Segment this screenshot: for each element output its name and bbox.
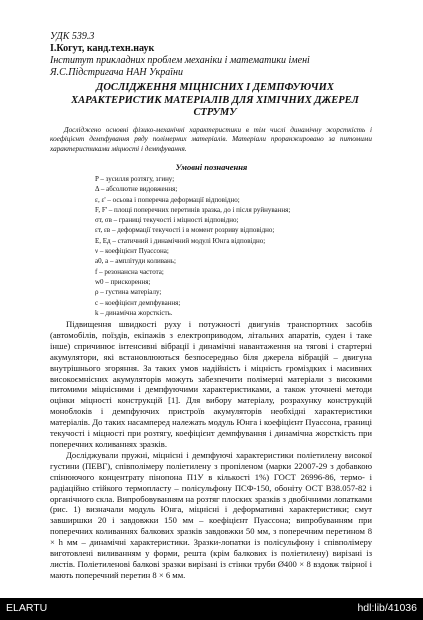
abstract: Досліджено основні фізико-механічні характеристики в тім числі динамічну жорсткість і коефіцієнт демпфування ряду полімерних матеріалів. Матеріали проранжировано за питомими характеристиками міцності і демпфування. xyxy=(50,126,372,153)
notation-item: P – зусилля розтягу, згину; xyxy=(95,175,175,183)
notation-item: a0, a – амплітуди коливань; xyxy=(95,257,176,266)
notation-item: F, F' – площі поперечних перетинів зразка, до і після руйнування; xyxy=(95,205,291,214)
body-paragraph: Підвищення швидкості руху і потужності двигунів транспортних засобів (автомобілів, поїздів, екіпажів з електроприводом, літальних апаратів, суден і таке інше) спричинює інтенсивні вібрації і динамічні навантаження на тягові і стартерні акумулятори, які встановлюються безпосередньо біля джерела вібрацій – двигуна внутрішнього згоряння. За таких умов надійність і міцність громіздких і масивних високоємнісних акумуляторів можуть забезпечити полімерні матеріали з високими питомими міцнісними і демпфуючими характеристиками, а також уточнені методи оцінки міцності конструкцій [1]. Для вибору матеріалу, розрахунку конструкцій моноблоків і демпфуючих пристроїв акумуляторів необхідні характеристики матеріалів. До таких насамперед належать модуль Юнга і коефіцієнт Пуассона, границі текучості і міцності при розтягу, коефіцієнт демпфування і динамічна жорсткість при поперечних коливаннях зразків. xyxy=(50,319,372,449)
paper-title: ДОСЛІДЖЕННЯ МІЦНІСНИХ І ДЕМПФУЮЧИХ ХАРАКТЕРИСТИК МАТЕРІАЛІВ ДЛЯ ХІМІЧНИХ ДЖЕРЕЛ СТРУМУ xyxy=(71,82,359,118)
notation-item: ε, ε' – осьова і поперечна деформації відповідно; xyxy=(95,195,240,204)
notation-item: σт, σв – границі текучості і міцності відповідно; xyxy=(95,216,239,225)
body-text xyxy=(50,319,372,581)
notation-item: f – резонансна частота; xyxy=(95,267,164,276)
notation-item: k – динамічна жорсткість. xyxy=(95,308,173,317)
notation-item: εт, εв – деформації текучості і в момент розриву відповідно; xyxy=(95,226,275,235)
repository-name: ELARTU xyxy=(6,602,48,614)
notation-item: ρ – густина матеріалу; xyxy=(95,288,162,297)
notation-item: ν – коефіцієнт Пуассона; xyxy=(95,247,169,256)
notation-item: c – коефіцієнт демпфування; xyxy=(95,298,181,307)
institution: Інститут прикладних проблем механіки і математики імені Я.С.Підстригача НАН України xyxy=(50,55,310,78)
notation-item: Δ – абсолютне видовження; xyxy=(95,185,178,194)
body-paragraph: Досліджували пружні, міцнісні і демпфуючі характеристики поліетилену високої густини (ПЕВГ), співполімеру поліетилену з пропіленом (марки 22007-29 з добавкою спінюючого концентрату пінопона П1У в кількості 1%) ГОСТ 26996-86, термо- і радіаційно стійкого термопласту – полісульфону ПСФ-150, обоніту ОСТ В38.057-82 і органічного скла. Випробовуванням на розтяг плоских зразків з двобічними лопатками (рис. 1) визначали модуль Юнга, міцнісні і деформативні характеристики; смут завширшки 20 і завдовжки 150 мм – коефіцієнт Пуассона; випробуванням при поперечних коливаннях балкових зразків завдовжки 50 мм, з поперечним перетином 8 × h мм – динамічні характеристики. Зразки-лопатки із полісульфону і співполімеру виготовлені виливанням у форми, решта (крім балкових із поліетилену) вирізані із листів. Поліетиленові балкові зразки вирізані із стінки труби Ø400 × 8 вздовж твірної і мають поперечний перетин 8 × 6 мм. xyxy=(50,449,372,580)
notation-heading: Умовні позначення xyxy=(175,162,248,172)
notation-list xyxy=(95,174,345,318)
notation-item: E, Eд – статичний і динамічний модулі Юнга відповідно; xyxy=(95,236,266,245)
author-line: І.Когут, канд.техн.наук xyxy=(50,43,155,54)
repository-footer xyxy=(0,598,423,620)
udk-code: УДК 539.3 xyxy=(50,31,95,42)
notation-item: w0 – прискорення; xyxy=(95,277,151,286)
handle-id[interactable]: hdl:lib/41036 xyxy=(357,602,417,614)
